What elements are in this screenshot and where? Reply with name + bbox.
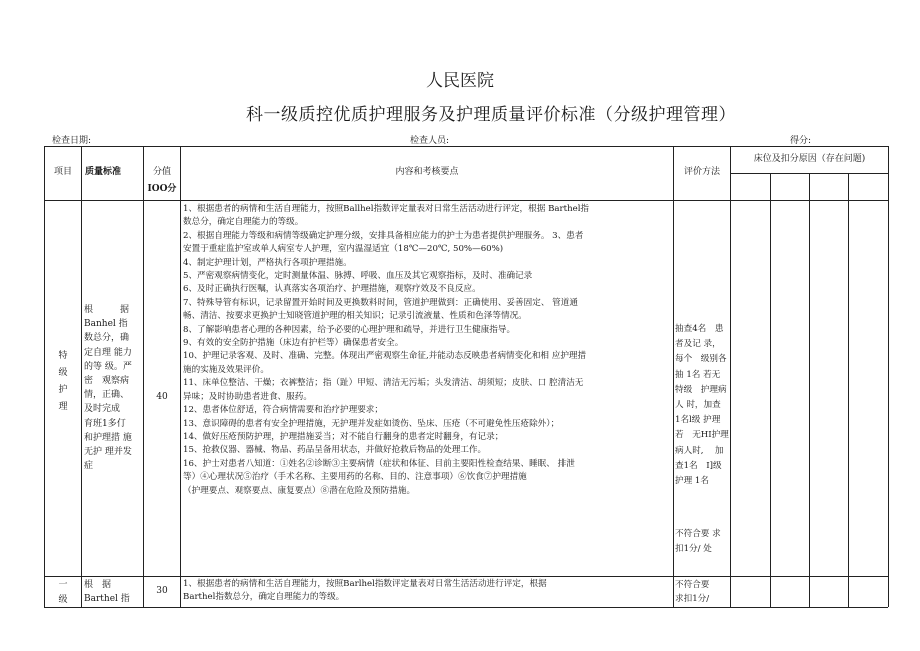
row-content: 1、根据患者的病情和生活自理能力，按照Barlhel指数评定量表对日常生活活动进行评定，根据 Barthel指数总分，确定自理能力的等级。	[183, 579, 547, 603]
row-method: 不符合要 求扣1分/	[675, 580, 710, 604]
document-title: 科一级质控优质护理服务及护理质量评价标准（分级护理管理）	[246, 105, 736, 125]
header-standard: 质量标准	[85, 167, 122, 177]
score-label: 得分:	[790, 136, 812, 146]
check-date-label: 检查日期:	[52, 136, 92, 146]
row-item: 一 级	[58, 580, 68, 605]
header-method: 评价方法	[683, 167, 720, 177]
header-score-total: IOO分	[147, 184, 177, 194]
row-score: 40	[156, 392, 168, 402]
inspector-label: 检查人员:	[410, 136, 450, 146]
row-standard: 根 据 Banhel 指 数总分，确 定自理 能力 的等 级。严 密 观察病 情，正确、 及时完成 育班1多仃 和护理措 施 无护 理并发 症	[84, 305, 132, 472]
row-standard: 根 据 Barthel 指	[84, 580, 130, 604]
row-item: 特 级 护 理	[58, 351, 68, 412]
row-method-tail: 不符合要 求 扣1分/ 处	[675, 529, 721, 555]
row-method: 抽查4名 患 者及记 录， 每个 级别各 抽 1名 若无 特级 护理病 人 时，加查 1名l级 护理 若 无HI护理 病人时, 加 查1名 I]级 护理 1名	[675, 324, 729, 487]
header-deduction: 床位及扣分原因（存在问题)	[753, 154, 866, 164]
row-content: 1、根据患者的病情和生活自理能力，按照Ballhel指数评定量表对日常生活活动进行评定，根据 Barthel指 数总分，确定自理能力的等级。 2、根据自理能力等级和病情等级确定护理分级，安排具备相应能力的护士为患者提供护理服务。 3、患者 安置于重症监护室或单人病室专人护理，室内温湿适宜（18℃—20℃, 50%—60%) 4、制定护理计划，严格执行各项护理措施。 5、严密观察病情变化，定时测量体温、脉搏、呼吸、血压及其它观察指标，及时、准确记录 6、及时正确执行医嘱，认真落实各项治疗、护理措施，观察疗效及不良反应。 7、特殊导管有标识，记录留置开始时间及更换数料时间，管道护理做到：正确使用、妥善固定、 管道通 畅、清洁、按要求更换护士知晓管道护理的相关知识；记录引流液量、性质和色泽等情况。 8、了解影响患者心理的各种因素，给予必要的心理护理和疏导，并进行卫生健康指导。 9、有效的安全防护措施（床边有护栏等）确保患者安全。 10、护理记录客观、及时、准确、完整。体现出严密观察生命征,并能动态反映患者病情变化和相 应护理措 施的实施及效果评价。 11、床单位整洁、干燥；衣裤整洁；指（趾）甲短、清洁无污垢；头发清洁、胡须短；皮肤、口 腔清洁无 异味；及时协助患者进食、服药。 12、患者体位舒适，符合病情需要和治疗护理要求； 13、意识障碍的患者有安全护理措施，无护理并发症如烫伤、坠床、压疮（不可避免性压疮除外）； 14、做好压疮预防护理，护理措施妥当；对不能自行翻身的患者定时翻身，有记录； 15、抢救仪器、器械、物品、药品呈备用状态，并做好抢救后物品的处理工作。 16、护士对患者八知道：①姓名②诊断③主要病情（症状和体征、目前主要阳性检查结果、睡眠、 排泄 等）④心理状况⑤治疗（手术名称、主要用药的名称、目的、注意事项）⑥饮食⑦护理措施 （护理要点、观察要点、康复要点）⑧潜在危险及预防措施。	[183, 204, 590, 496]
header-item: 项目	[53, 167, 72, 177]
header-score-label: 分值	[152, 167, 171, 177]
hospital-name: 人民医院	[426, 71, 494, 91]
header-content: 内容和考核要点	[395, 167, 459, 177]
row-score: 30	[156, 586, 168, 596]
